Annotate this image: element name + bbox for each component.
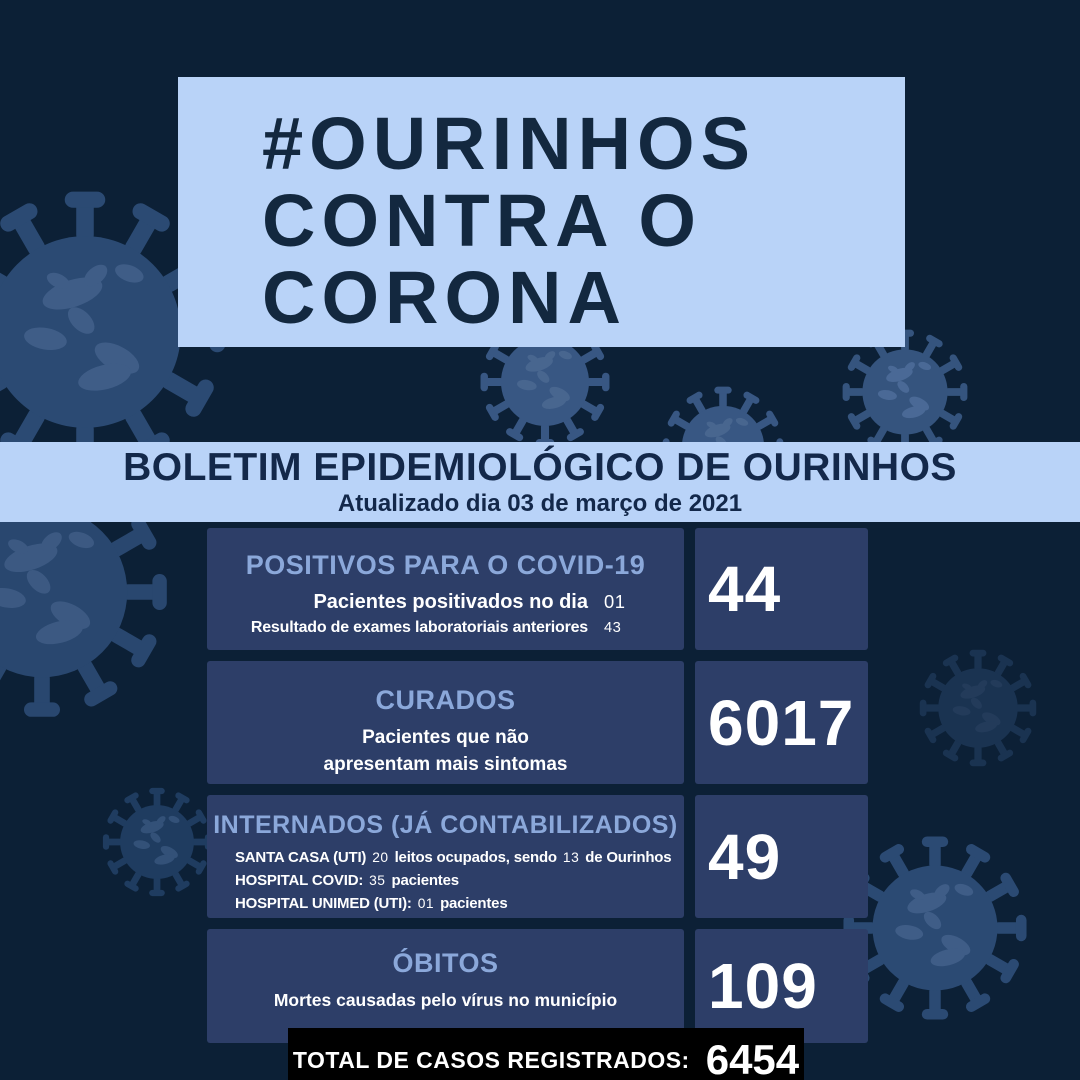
stat-row: [207, 929, 868, 1043]
stat-card: [207, 528, 684, 650]
stat-card-line: [235, 846, 672, 869]
campaign-title-line-2: CONTRA O: [262, 179, 702, 262]
stat-card: [207, 661, 684, 784]
stat-line-text: apresentam mais sintomas: [323, 754, 568, 775]
campaign-title-line-3: CORONA: [262, 256, 627, 339]
stat-card-title: INTERNADOS (JÁ CONTABILIZADOS): [213, 811, 678, 839]
stat-card-line: [241, 724, 650, 751]
stat-card-description: [207, 589, 684, 641]
campaign-title-line-1: #OURINHOS: [262, 102, 756, 185]
stat-card-line: [241, 751, 650, 778]
stat-value-box: [695, 795, 868, 918]
coronavirus-icon: [843, 836, 1026, 1019]
stat-value: 49: [708, 820, 782, 893]
stat-row: [207, 528, 868, 650]
total-value: 6454: [705, 1036, 800, 1080]
stat-card-description: [207, 724, 684, 778]
stat-line-text: Mortes causadas pelo vírus no município: [273, 990, 618, 1010]
stat-line-number: 43: [604, 620, 622, 636]
stat-value-box: [695, 929, 868, 1043]
stat-card-description: [207, 987, 684, 1013]
bulletin-title: BOLETIM EPIDEMIOLÓGICO DE OURINHOS: [123, 445, 957, 489]
stat-card-description: [207, 846, 684, 915]
stat-card: [207, 929, 684, 1043]
stat-line-text: Pacientes que não: [362, 727, 529, 748]
stat-line-number: 01: [604, 591, 626, 612]
total-bar: [288, 1028, 804, 1080]
stat-line-number: 20: [372, 850, 389, 865]
stat-card-title: CURADOS: [375, 685, 516, 715]
stat-card-title: ÓBITOS: [392, 948, 499, 978]
stat-line-text: Pacientes positivados no dia: [313, 591, 588, 613]
coronavirus-icon: [920, 650, 1036, 766]
stat-value: 109: [708, 950, 818, 1022]
stat-card: [207, 795, 684, 918]
stat-value: 6017: [708, 686, 855, 759]
stat-card-line: [235, 892, 668, 915]
campaign-title: [262, 102, 756, 339]
campaign-banner: [178, 77, 905, 347]
stat-line-text: pacientes: [440, 895, 508, 912]
stat-value-box: [695, 661, 868, 784]
stat-line-number: 13: [562, 850, 580, 865]
stat-row: [207, 795, 868, 918]
stat-line-text: SANTA CASA (UTI): [235, 849, 367, 866]
total-label: TOTAL DE CASOS REGISTRADOS:: [292, 1046, 690, 1073]
stat-card-title: POSITIVOS PARA O COVID-19: [245, 550, 646, 580]
stat-line-number: 01: [417, 896, 435, 911]
stat-line-text: Resultado de exames laboratoriais anteriores: [250, 619, 588, 636]
stat-value: 44: [708, 553, 782, 625]
stat-line-text: HOSPITAL UNIMED (UTI):: [235, 895, 412, 912]
coronavirus-icon: [103, 788, 211, 896]
bulletin-update-date: Atualizado dia 03 de março de 2021: [337, 489, 743, 517]
stat-line-text: de Ourinhos: [585, 849, 672, 866]
coronavirus-icon: [843, 330, 968, 455]
stats-grid: [207, 528, 868, 1043]
stat-line-text: leitos ocupados, sendo: [394, 849, 557, 866]
stat-card-line: [213, 615, 648, 641]
stat-row: [207, 661, 868, 784]
stat-line-text: HOSPITAL COVID:: [235, 872, 364, 889]
bulletin-band: [0, 442, 1080, 522]
stat-card-line: [235, 869, 668, 892]
stat-card-line: [241, 987, 650, 1013]
stat-card-line: [213, 589, 648, 615]
stat-line-number: 35: [369, 873, 386, 888]
stat-value-box: [695, 528, 868, 650]
stat-line-text: pacientes: [391, 872, 459, 889]
